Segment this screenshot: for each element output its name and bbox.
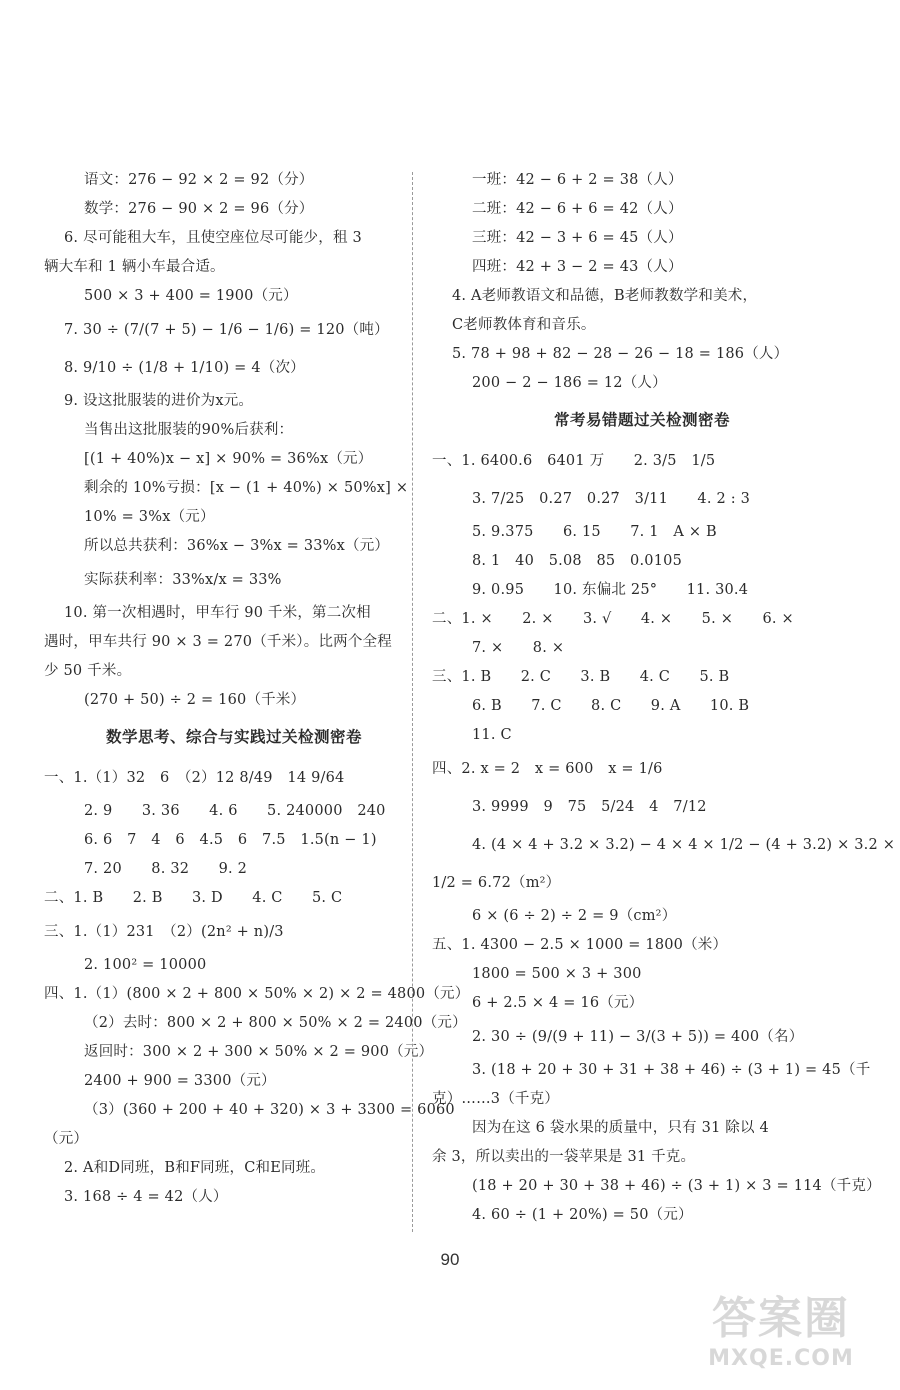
answer-line: 语文：276 − 92 × 2 = 92（分）	[84, 172, 314, 188]
answer-line: 所以总共获利：36%x − 3%x = 33%x（元）	[84, 538, 390, 554]
answer-line: 500 × 3 + 400 = 1900（元）	[84, 288, 298, 304]
answer-line: 1800 = 500 × 3 + 300	[472, 966, 642, 982]
answer-line: (270 + 50) ÷ 2 = 160（千米）	[84, 692, 306, 708]
answer-line: 余 3，所以卖出的一袋苹果是 31 千克。	[432, 1149, 696, 1165]
answer-line: 当售出这批服装的90%后获利：	[84, 422, 294, 438]
answer-line: 10. 第一次相遇时，甲车行 90 千米，第二次相	[64, 605, 371, 621]
answer-line: 6 + 2.5 × 4 = 16（元）	[472, 995, 644, 1011]
answer-line: 四、1.（1）(800 × 2 + 800 × 50% × 2) × 2 = 4800（元）	[44, 986, 470, 1002]
answer-line: 11. C	[472, 727, 512, 743]
right-column	[432, 166, 896, 1230]
column-divider	[412, 172, 413, 1232]
answer-line: 实际获利率：33%x/x = 33%	[84, 572, 282, 588]
answer-line: （3）(360 + 200 + 40 + 320) × 3 + 3300 = 6060	[84, 1102, 455, 1118]
watermark-url: MXQE.COM	[708, 1346, 854, 1371]
section-title: 数学思考、综合与实践过关检测密卷	[105, 728, 362, 746]
answer-line: 5. 78 + 98 + 82 − 28 − 26 − 18 = 186（人）	[452, 346, 789, 362]
answer-line: 8. 9/10 ÷ (1/8 + 1/10) = 4（次）	[64, 360, 305, 376]
answer-line: 辆大车和 1 辆小车最合适。	[44, 259, 225, 275]
answer-line: 三班：42 − 3 + 6 = 45（人）	[472, 230, 683, 246]
answer-line: 四班：42 + 3 − 2 = 43（人）	[472, 259, 683, 275]
answer-line: 一、1.（1）32 6 （2）12 8/49 14 9/64	[44, 770, 345, 786]
answer-line: 克）……3（千克）	[432, 1091, 560, 1107]
answer-line: 2. 30 ÷ (9/(9 + 11) − 3/(3 + 5)) = 400（名）	[472, 1029, 804, 1045]
answer-line: [(1 + 40%)x − x] × 90% = 36%x（元）	[84, 451, 373, 467]
answer-line: 4. A老师教语文和品德，B老师教数学和美术，	[452, 288, 758, 304]
answer-line: 4. 60 ÷ (1 + 20%) = 50（元）	[472, 1207, 693, 1223]
answer-line: 返回时：300 × 2 + 300 × 50% × 2 = 900（元）	[84, 1044, 434, 1060]
answer-line: 200 − 2 − 186 = 12（人）	[472, 375, 667, 391]
answer-line: 9. 0.95 10. 东偏北 25° 11. 30.4	[472, 582, 749, 598]
answer-line: 二班：42 − 6 + 6 = 42（人）	[472, 201, 683, 217]
answer-line: 5. 9.375 6. 15 7. 1 A × B	[472, 524, 717, 540]
answer-line: （2）去时：800 × 2 + 800 × 50% × 2 = 2400（元）	[84, 1015, 467, 1031]
answer-line: 四、2. x = 2 x = 600 x = 1/6	[432, 761, 663, 777]
answer-line: 三、1.（1）231 （2）(2n² + n)/3	[44, 924, 284, 940]
answer-line: 3. 7/25 0.27 0.2̇7̇ 3/11 4. 2 : 3	[472, 491, 751, 507]
answer-line: 6 × (6 ÷ 2) ÷ 2 = 9（cm²）	[472, 908, 677, 924]
answer-line: 一、1. 6400.6 6401 万 2. 3/5 1/5	[432, 453, 716, 469]
answer-line: 6. 尽可能租大车，且使空座位尽可能少，租 3	[64, 230, 362, 246]
answer-line: 6. B 7. C 8. C 9. A 10. B	[472, 698, 750, 714]
answer-line: 少 50 千米。	[44, 663, 132, 679]
answer-line: 2. A和D同班，B和F同班，C和E同班。	[64, 1160, 326, 1176]
page-number: 90	[440, 1250, 460, 1269]
answer-line: 3. (18 + 20 + 30 + 31 + 38 + 46) ÷ (3 + 1) = 45（千	[472, 1062, 871, 1078]
answer-line: 3. 168 ÷ 4 = 42（人）	[64, 1189, 228, 1205]
answer-line: 4. (4 × 4 + 3.2 × 3.2) − 4 × 4 × 1/2 − (4 + 3.2) × 3.2 ×	[472, 837, 896, 853]
watermark-logo: 答案圈	[712, 1293, 850, 1344]
answer-line: 三、1. B 2. C 3. B 4. C 5. B	[432, 669, 730, 685]
answer-line: 2. 100² = 10000	[84, 957, 207, 973]
answer-line: 6. 6 7 4 6 4.5 6 7.5 1.5(n − 1)	[84, 832, 377, 848]
answer-line: 因为在这 6 袋水果的质量中，只有 31 除以 4	[472, 1120, 769, 1136]
answer-line: 7. 20 8. 32 9. 2	[84, 861, 248, 877]
answer-line: 一班：42 − 6 + 2 = 38（人）	[472, 172, 683, 188]
answer-line: 二、1. × 2. × 3. √ 4. × 5. × 6. ×	[432, 611, 794, 627]
answer-line: 剩余的 10%亏损：[x − (1 + 40%) × 50%x] ×	[84, 480, 409, 496]
answer-line: （元）	[44, 1131, 89, 1147]
answer-line: 2. 9 3. 36 4. 6 5. 240000 240	[84, 803, 386, 819]
answer-line: C老师教体育和音乐。	[452, 317, 596, 333]
answer-line: 数学：276 − 90 × 2 = 96（分）	[84, 201, 314, 217]
answer-line: 7. × 8. ×	[472, 640, 565, 656]
answer-line: 7. 30 ÷ (7/(7 + 5) − 1/6 − 1/6) = 120（吨）	[64, 322, 389, 338]
answer-line: 10% = 3%x（元）	[84, 509, 215, 525]
answer-line: (18 + 20 + 30 + 38 + 46) ÷ (3 + 1) × 3 = 114（千克）	[472, 1178, 881, 1194]
watermark	[676, 1292, 886, 1382]
answer-line: 二、1. B 2. B 3. D 4. C 5. C	[44, 890, 343, 906]
left-column	[44, 166, 470, 1212]
answer-line: 遇时，甲车共行 90 × 3 = 270（千米）。比两个全程	[44, 634, 392, 650]
section-title: 常考易错题过关检测密卷	[553, 411, 730, 429]
answer-line: 3. 9999 9 75 5/24 4 7/12	[472, 799, 707, 815]
answer-line: 1/2 = 6.72（m²）	[432, 875, 561, 891]
answer-line: 2400 + 900 = 3300（元）	[84, 1073, 276, 1089]
answer-line: 9. 设这批服装的进价为x元。	[64, 393, 254, 409]
answer-line: 8. 1 40 5.08 85 0.0105	[472, 553, 682, 569]
answer-line: 五、1. 4300 − 2.5 × 1000 = 1800（米）	[432, 937, 728, 953]
